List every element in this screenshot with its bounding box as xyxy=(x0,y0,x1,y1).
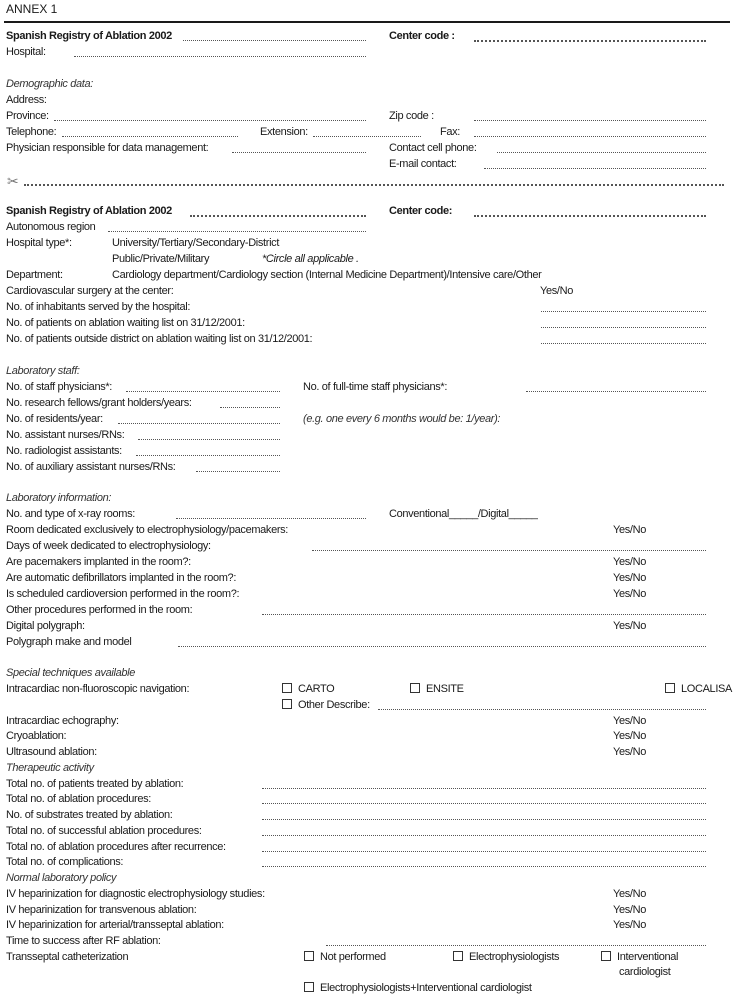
auxiliary-nurses-field[interactable] xyxy=(196,471,280,472)
xray-label: No. and type of x-ray rooms: xyxy=(6,508,135,520)
other-procedures-label: Other procedures performed in the room: xyxy=(6,604,193,616)
inhabitants-label: No. of inhabitants served by the hospital: xyxy=(6,301,191,313)
cryoablation-label: Cryoablation: xyxy=(6,730,67,742)
iv-transvenous-label: IV heparinization for transvenous ablation: xyxy=(6,904,197,916)
transseptal-label: Transseptal catheterization xyxy=(6,951,129,963)
therapeutic-field[interactable] xyxy=(262,819,706,820)
physician-label: Physician responsible for data management: xyxy=(6,142,209,154)
room-dedicated-label: Room dedicated exclusively to electrophysiology/pacemakers: xyxy=(6,524,289,536)
lab-staff-heading: Laboratory staff: xyxy=(6,365,80,377)
staff-physicians-field[interactable] xyxy=(126,391,280,392)
address-label: Address: xyxy=(6,94,47,106)
radiologist-assistants-field[interactable] xyxy=(136,455,280,456)
registry-title-field[interactable] xyxy=(183,40,366,41)
iv-diagnostic-label: IV heparinization for diagnostic electrophysiology studies: xyxy=(6,888,265,900)
center-code-field-2[interactable] xyxy=(474,215,706,217)
checkbox-icon[interactable] xyxy=(304,951,314,961)
therapeutic-item: Total no. of ablation procedures after recurrence: xyxy=(6,841,226,853)
iv-arterial-label: IV heparinization for arterial/transseptal ablation: xyxy=(6,919,224,931)
checkbox-icon[interactable] xyxy=(665,683,675,693)
cut-line xyxy=(24,184,724,186)
iv-arterial-yes-no[interactable]: Yes/No xyxy=(613,919,646,931)
navigation-label: Intracardiac non-fluoroscopic navigation: xyxy=(6,683,190,695)
echography-yes-no[interactable]: Yes/No xyxy=(613,715,646,727)
digital-polygraph-label: Digital polygraph: xyxy=(6,620,85,632)
checkbox-icon[interactable] xyxy=(453,951,463,961)
xray-type[interactable]: Conventional_____/Digital_____ xyxy=(389,508,538,520)
digital-polygraph-yes-no[interactable]: Yes/No xyxy=(613,620,646,632)
other-procedures-field[interactable] xyxy=(262,614,706,615)
residents-field[interactable] xyxy=(118,423,280,424)
checkbox-icon[interactable] xyxy=(304,982,314,992)
xray-field[interactable] xyxy=(176,518,366,519)
hospital-type-options-2[interactable]: Public/Private/Military xyxy=(112,253,210,265)
telephone-field[interactable] xyxy=(62,136,238,137)
province-field[interactable] xyxy=(54,120,366,121)
department-label: Department: xyxy=(6,269,63,281)
therapeutic-item: Total no. of ablation procedures: xyxy=(6,793,151,805)
therapeutic-field[interactable] xyxy=(262,851,706,852)
zip-label: Zip code : xyxy=(389,110,434,122)
checkbox-icon[interactable] xyxy=(282,699,292,709)
cell-label: Contact cell phone: xyxy=(389,142,477,154)
autonomous-region-field[interactable] xyxy=(108,231,366,232)
fulltime-physicians-label: No. of full-time staff physicians*: xyxy=(303,381,448,393)
telephone-label: Telephone: xyxy=(6,126,57,138)
option-interventional-cardiologist[interactable]: Interventional xyxy=(601,950,678,964)
auxiliary-nurses-label: No. of auxiliary assistant nurses/RNs: xyxy=(6,461,176,473)
option-not-performed[interactable]: Not performed xyxy=(304,950,386,964)
hospital-field[interactable] xyxy=(74,56,366,57)
cardioversion-label: Is scheduled cardioversion performed in the room?: xyxy=(6,588,240,600)
policy-heading: Normal laboratory policy xyxy=(6,872,117,884)
ultrasound-yes-no[interactable]: Yes/No xyxy=(613,746,646,758)
polygraph-model-label: Polygraph make and model xyxy=(6,636,132,648)
option-electrophysiologists[interactable]: Electrophysiologists xyxy=(453,950,559,964)
iv-diagnostic-yes-no[interactable]: Yes/No xyxy=(613,888,646,900)
research-fellows-label: No. research fellows/grant holders/years: xyxy=(6,397,192,409)
lab-info-heading: Laboratory information: xyxy=(6,492,112,504)
checkbox-icon[interactable] xyxy=(282,683,292,693)
radiologist-assistants-label: No. radiologist assistants: xyxy=(6,445,122,457)
province-label: Province: xyxy=(6,110,49,122)
header-rule xyxy=(4,21,730,23)
iv-transvenous-yes-no[interactable]: Yes/No xyxy=(613,904,646,916)
email-label: E-mail contact: xyxy=(389,158,457,170)
annex-title: ANNEX 1 xyxy=(6,2,58,16)
pacemakers-yes-no[interactable]: Yes/No xyxy=(613,556,646,568)
hospital-type-label: Hospital type*: xyxy=(6,237,72,249)
zip-field[interactable] xyxy=(474,120,706,121)
physician-field[interactable] xyxy=(232,152,366,153)
therapeutic-field[interactable] xyxy=(262,803,706,804)
option-ep-plus-interventional[interactable]: Electrophysiologists+Interventional cardiologist xyxy=(304,981,532,995)
extension-field[interactable] xyxy=(313,136,421,137)
polygraph-model-field[interactable] xyxy=(178,646,706,647)
staff-physicians-label: No. of staff physicians*: xyxy=(6,381,112,393)
department-options[interactable]: Cardiology department/Cardiology section (Internal Medicine Department)/Intensive care/Other xyxy=(112,269,542,281)
outside-district-label: No. of patients outside district on ablation waiting list on 31/12/2001: xyxy=(6,333,313,345)
time-success-label: Time to success after RF ablation: xyxy=(6,935,161,947)
fax-label: Fax: xyxy=(440,126,460,138)
special-heading: Special techniques available xyxy=(6,667,136,679)
therapeutic-item: Total no. of successful ablation procedures: xyxy=(6,825,202,837)
defibrillators-yes-no[interactable]: Yes/No xyxy=(613,572,646,584)
residents-label: No. of residents/year: xyxy=(6,413,103,425)
center-code-label: Center code : xyxy=(389,30,455,42)
cv-surgery-label: Cardiovascular surgery at the center: xyxy=(6,285,174,297)
time-success-field[interactable] xyxy=(326,945,706,946)
scissors-icon: ✂ xyxy=(7,173,19,189)
demographic-heading: Demographic data: xyxy=(6,78,93,90)
cv-surgery-yes-no[interactable]: Yes/No xyxy=(540,285,573,297)
therapeutic-field[interactable] xyxy=(262,866,706,867)
days-week-label: Days of week dedicated to electrophysiology: xyxy=(6,540,211,552)
center-code-label-2: Center code: xyxy=(389,205,453,217)
circle-note: *Circle all applicable . xyxy=(262,253,359,265)
assistant-nurses-field[interactable] xyxy=(138,439,280,440)
days-week-field[interactable] xyxy=(312,550,706,551)
registry-title-2: Spanish Registry of Ablation 2002 xyxy=(6,205,172,217)
research-fellows-field[interactable] xyxy=(220,407,280,408)
fax-field[interactable] xyxy=(474,136,706,137)
waiting-list-field[interactable] xyxy=(541,327,706,328)
cryoablation-yes-no[interactable]: Yes/No xyxy=(613,730,646,742)
checkbox-icon[interactable] xyxy=(410,683,420,693)
option-interventional-cardiologist-line2: cardiologist xyxy=(619,966,671,978)
therapeutic-item: Total no. of patients treated by ablation: xyxy=(6,778,184,790)
defibrillators-label: Are automatic defibrillators implanted in the room?: xyxy=(6,572,237,584)
checkbox-icon[interactable] xyxy=(601,951,611,961)
fulltime-physicians-field[interactable] xyxy=(526,391,706,392)
cardioversion-yes-no[interactable]: Yes/No xyxy=(613,588,646,600)
option-localisa[interactable]: LOCALISA xyxy=(665,682,732,696)
inhabitants-field[interactable] xyxy=(541,311,706,312)
option-carto[interactable]: CARTO xyxy=(282,682,334,696)
residents-note: (e.g. one every 6 months would be: 1/year): xyxy=(303,413,501,425)
outside-district-field[interactable] xyxy=(541,343,706,344)
therapeutic-field[interactable] xyxy=(262,835,706,836)
cell-field[interactable] xyxy=(497,152,706,153)
other-describe-field[interactable] xyxy=(378,709,706,710)
autonomous-region-label: Autonomous region xyxy=(6,221,96,233)
waiting-list-label: No. of patients on ablation waiting list on 31/12/2001: xyxy=(6,317,245,329)
therapeutic-heading: Therapeutic activity xyxy=(6,762,94,774)
option-other[interactable]: Other Describe: xyxy=(282,698,370,712)
hospital-label: Hospital: xyxy=(6,46,46,58)
email-field[interactable] xyxy=(484,168,706,169)
room-dedicated-yes-no[interactable]: Yes/No xyxy=(613,524,646,536)
pacemakers-label: Are pacemakers implanted in the room?: xyxy=(6,556,191,568)
ultrasound-label: Ultrasound ablation: xyxy=(6,746,97,758)
extension-label: Extension: xyxy=(260,126,308,138)
registry-title-2-field[interactable] xyxy=(190,215,366,217)
center-code-field[interactable] xyxy=(474,40,706,42)
echography-label: Intracardiac echography: xyxy=(6,715,119,727)
therapeutic-item: Total no. of complications: xyxy=(6,856,124,868)
hospital-type-options-1[interactable]: University/Tertiary/Secondary-District xyxy=(112,237,280,249)
therapeutic-item: No. of substrates treated by ablation: xyxy=(6,809,173,821)
assistant-nurses-label: No. assistant nurses/RNs: xyxy=(6,429,125,441)
therapeutic-field[interactable] xyxy=(262,788,706,789)
registry-title: Spanish Registry of Ablation 2002 xyxy=(6,30,172,42)
option-ensite[interactable]: ENSITE xyxy=(410,682,464,696)
